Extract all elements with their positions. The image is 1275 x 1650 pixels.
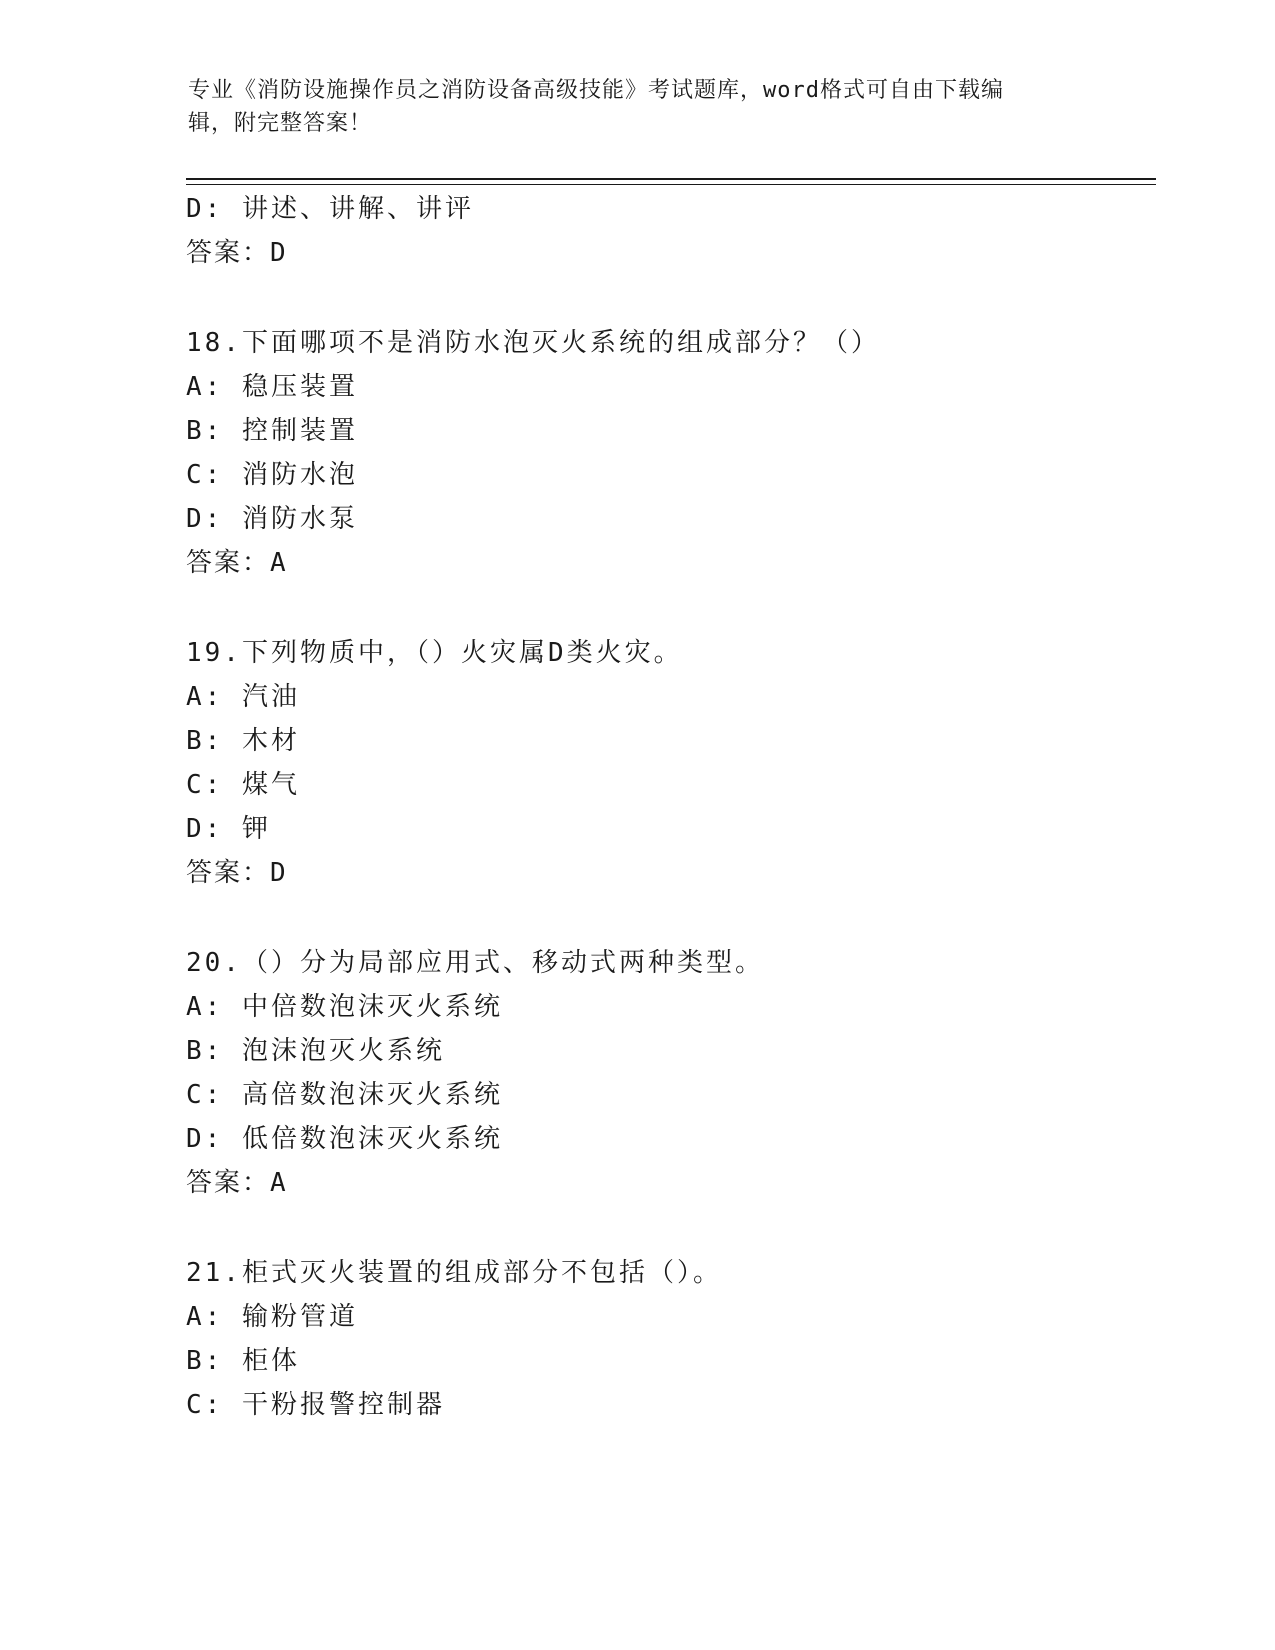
question-19-option-b: B: 木材 <box>186 726 300 756</box>
question-19-option-d: D: 钾 <box>186 814 271 844</box>
prev-option-d: D: 讲述、讲解、讲评 <box>186 194 474 224</box>
header-line-2: 辑，附完整答案！ <box>188 111 373 136</box>
question-20-option-a: A: 中倍数泡沫灭火系统 <box>186 992 503 1022</box>
question-19-answer: 答案：D <box>186 858 288 888</box>
header-divider-thick <box>186 178 1156 180</box>
question-18-option-b: B: 控制装置 <box>186 416 358 446</box>
question-21-stem: 21.柜式灭火装置的组成部分不包括（）。 <box>186 1258 722 1288</box>
question-20-option-d: D: 低倍数泡沫灭火系统 <box>186 1124 503 1154</box>
question-21-option-a: A: 输粉管道 <box>186 1302 358 1332</box>
question-20-option-c: C: 高倍数泡沫灭火系统 <box>186 1080 503 1110</box>
header-divider-thin <box>186 184 1156 185</box>
header-line-1: 专业《消防设施操作员之消防设备高级技能》考试题库，word格式可自由下载编 <box>188 78 1004 103</box>
question-18-option-a: A: 稳压装置 <box>186 372 358 402</box>
question-20-answer: 答案：A <box>186 1168 288 1198</box>
question-19-option-c: C: 煤气 <box>186 770 300 800</box>
question-20-option-b: B: 泡沫泡灭火系统 <box>186 1036 445 1066</box>
question-21-option-c: C: 干粉报警控制器 <box>186 1390 445 1420</box>
question-21-option-b: B: 柜体 <box>186 1346 300 1376</box>
document-header <box>188 74 1068 140</box>
question-18-option-d: D: 消防水泵 <box>186 504 358 534</box>
question-19-option-a: A: 汽油 <box>186 682 300 712</box>
question-20-stem: 20.（）分为局部应用式、移动式两种类型。 <box>186 948 764 978</box>
question-19-stem: 19.下列物质中，（）火灾属D类火灾。 <box>186 638 683 668</box>
question-18-option-c: C: 消防水泡 <box>186 460 358 490</box>
prev-answer: 答案：D <box>186 238 288 268</box>
question-18-answer: 答案：A <box>186 548 288 578</box>
question-18-stem: 18.下面哪项不是消防水泡灭火系统的组成部分？（） <box>186 328 880 358</box>
